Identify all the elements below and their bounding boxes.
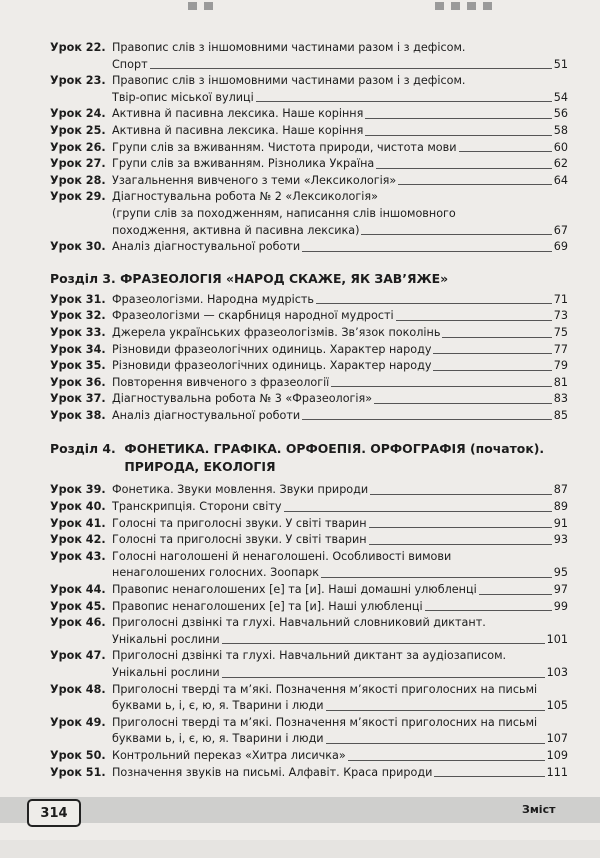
toc-list-phonetics [50, 482, 568, 781]
toc-entry-line [50, 516, 568, 533]
lesson-body [112, 375, 568, 392]
lesson-title: Твір-опис міської вулиці [112, 90, 254, 104]
lesson-title: Приголосні дзвінкі та глухі. Навчальний диктант за аудіозаписом. [112, 649, 507, 663]
lesson-number: Урок 38. [50, 408, 106, 422]
lesson-title: Фразеологізми. Народна мудрість [112, 292, 314, 306]
toc-entry-line [50, 189, 568, 206]
lesson-body [112, 632, 568, 649]
lesson-body [112, 156, 568, 173]
lesson-number: Урок 27. [50, 157, 106, 171]
page-ref: 109 [546, 748, 568, 762]
toc-entry-line [50, 632, 568, 649]
toc-entry-line [50, 765, 568, 782]
toc-list-phraseology [50, 292, 568, 425]
section-4-title-line2: ПРИРОДА, ЕКОЛОГІЯ [124, 459, 276, 475]
lesson-body [112, 765, 568, 782]
toc-entry-line [50, 73, 568, 90]
lesson-number: Урок 48. [50, 682, 106, 696]
section-3-title: ФРАЗЕОЛОГІЯ «НАРОД СКАЖЕ, ЯК ЗАВ’ЯЖЕ» [120, 270, 449, 286]
lesson-body [112, 189, 568, 206]
table-of-contents [50, 40, 568, 781]
lesson-body [112, 140, 568, 157]
toc-entry-line [50, 731, 568, 748]
toc-entry-line [50, 408, 568, 425]
lesson-body [112, 292, 568, 309]
page-ref: 51 [553, 57, 568, 71]
lesson-number: Урок 36. [50, 375, 106, 389]
lesson-body [112, 715, 568, 732]
lesson-body [112, 698, 568, 715]
page-ref: 105 [546, 699, 568, 713]
toc-entry-line [50, 206, 568, 223]
toc-entry-line [50, 173, 568, 190]
lesson-title: Різновиди фразеологічних одиниць. Характер народу [112, 359, 432, 373]
lesson-number: Урок 25. [50, 123, 106, 137]
toc-entry-line [50, 615, 568, 632]
lesson-body [112, 408, 568, 425]
leader-line [376, 168, 551, 169]
lesson-title: Приголосні дзвінкі та глухі. Навчальний словниковий диктант. [112, 616, 486, 630]
lesson-title: Фонетика. Звуки мовлення. Звуки природи [112, 483, 369, 497]
lesson-number: Урок 51. [50, 765, 106, 779]
lesson-body [112, 206, 568, 223]
leader-line [316, 303, 552, 304]
toc-entry-line [50, 292, 568, 309]
lesson-title: Діагностувальна робота № 3 «Фразеологія» [112, 392, 373, 406]
lesson-body [112, 173, 568, 190]
lesson-title: Діагностувальна робота № 2 «Лексикологія» [112, 190, 378, 204]
toc-entry-line [50, 698, 568, 715]
toc-entry-line [50, 223, 568, 240]
toc-entry-line [50, 391, 568, 408]
lesson-title: Правопис слів з іншомовними частинами разом і з дефісом. [112, 41, 466, 54]
page-ref: 87 [553, 483, 568, 497]
lesson-title: Спорт [112, 57, 148, 71]
page-ref: 77 [553, 342, 568, 356]
lesson-body [112, 532, 568, 549]
toc-entry-line [50, 682, 568, 699]
lesson-title: Правопис ненаголошених [е] та [и]. Наші домашні улюбленці [112, 583, 477, 597]
leader-line [284, 511, 552, 512]
lesson-number: Урок 44. [50, 583, 106, 597]
page-ref: 75 [553, 325, 568, 339]
toc-entry-line [50, 715, 568, 732]
leader-line [442, 337, 551, 338]
leader-line [321, 577, 552, 578]
footer-section-label: Зміст [522, 803, 556, 816]
lesson-number: Урок 46. [50, 616, 106, 630]
leader-line [150, 68, 552, 69]
leader-line [222, 677, 545, 678]
lesson-number: Урок 43. [50, 549, 106, 563]
page-ref: 83 [553, 392, 568, 406]
lesson-number: Урок 50. [50, 748, 106, 762]
toc-entry-line [50, 325, 568, 342]
lesson-title: Голосні та приголосні звуки. У світі тварин [112, 533, 367, 547]
page-number: 314 [27, 799, 81, 827]
page-bottom-edge [0, 840, 600, 858]
lesson-body [112, 223, 568, 240]
toc-entry-line [50, 123, 568, 140]
toc-entry-line [50, 582, 568, 599]
page-ref: 58 [553, 123, 568, 137]
lesson-title: Активна й пасивна лексика. Наше коріння [112, 107, 364, 121]
lesson-body [112, 73, 568, 90]
lesson-title: буквами ь, і, є, ю, я. Тварини і люди [112, 732, 324, 746]
page-ref: 62 [553, 157, 568, 171]
page-ref: 71 [553, 292, 568, 306]
lesson-title: походження, активна й пасивна лексика) [112, 223, 360, 237]
lesson-body [112, 308, 568, 325]
lesson-title: Позначення звуків на письмі. Алфавіт. Краса природи [112, 765, 433, 779]
leader-line [434, 776, 544, 777]
page-ref: 95 [553, 566, 568, 580]
page-ref: 69 [553, 240, 568, 254]
lesson-body [112, 599, 568, 616]
lesson-body [112, 106, 568, 123]
leader-line [374, 403, 552, 404]
page-ref: 103 [546, 666, 568, 679]
page-ref: 101 [546, 632, 568, 646]
section-4-label: Розділ 4. [50, 441, 116, 457]
lesson-body [112, 123, 568, 140]
lesson-body [112, 615, 568, 632]
page-ref: 91 [553, 516, 568, 530]
leader-line [369, 544, 552, 545]
toc-entry-line [50, 57, 568, 74]
lesson-title: Правопис ненаголошених [е] та [и]. Наші улюбленці [112, 599, 423, 613]
lesson-body [112, 40, 568, 57]
leader-line [361, 234, 551, 235]
lesson-title: Приголосні тверді та м’які. Позначення м’якості приголосних на письмі [112, 682, 538, 696]
lesson-number: Урок 29. [50, 190, 106, 204]
lesson-title: Узагальнення вивченого з теми «Лексикологія» [112, 173, 397, 187]
leader-line [433, 370, 551, 371]
leader-line [256, 101, 552, 102]
lesson-number: Урок 41. [50, 516, 106, 530]
toc-entry-line [50, 482, 568, 499]
toc-entry-line [50, 748, 568, 765]
toc-entry-line [50, 308, 568, 325]
lesson-number: Урок 39. [50, 483, 106, 497]
lesson-body [112, 499, 568, 516]
lesson-body [112, 665, 568, 682]
leader-line [398, 184, 552, 185]
lesson-title: Унікальні рослини [112, 632, 220, 646]
lesson-title: Контрольний переказ «Хитра лисичка» [112, 748, 346, 762]
lesson-title: Приголосні тверді та м’які. Позначення м’якості приголосних на письмі [112, 715, 538, 729]
section-4-heading [50, 440, 568, 476]
leader-line [326, 743, 545, 744]
lesson-body [112, 342, 568, 359]
lesson-title: ненаголошених голосних. Зоопарк [112, 566, 320, 580]
leader-line [302, 419, 552, 420]
lesson-number: Урок 33. [50, 325, 106, 339]
page-ref: 56 [553, 107, 568, 121]
lesson-title: Унікальні рослини [112, 666, 220, 679]
lesson-body [112, 565, 568, 582]
lesson-title: Фразеологізми — скарбниця народної мудрості [112, 309, 394, 323]
top-print-marks [0, 0, 600, 14]
lesson-title: (групи слів за походженням, написання слів іншомовного [112, 206, 456, 220]
lesson-title: Аналіз діагностувальної роботи [112, 240, 301, 254]
lesson-number: Урок 49. [50, 715, 106, 729]
toc-entry-line [50, 565, 568, 582]
toc-entry-line [50, 499, 568, 516]
lesson-title: буквами ь, і, є, ю, я. Тварини і люди [112, 699, 324, 713]
toc-entry-line [50, 106, 568, 123]
page-ref: 79 [553, 359, 568, 373]
lesson-body [112, 57, 568, 74]
lesson-number: Урок 45. [50, 599, 106, 613]
toc-entry-line [50, 358, 568, 375]
page-ref: 107 [546, 732, 568, 746]
leader-line [326, 710, 545, 711]
lesson-body [112, 748, 568, 765]
toc-entry-line [50, 532, 568, 549]
lesson-number: Урок 42. [50, 533, 106, 547]
section-3-heading [50, 270, 568, 288]
lesson-body [112, 239, 568, 256]
lesson-number: Урок 47. [50, 649, 106, 663]
toc-entry-line [50, 599, 568, 616]
lesson-number: Урок 31. [50, 292, 106, 306]
lesson-number: Урок 28. [50, 173, 106, 187]
lesson-title: Джерела українських фразеологізмів. Зв’язок поколінь [112, 325, 441, 339]
lesson-number: Урок 22. [50, 41, 106, 54]
leader-line [425, 610, 552, 611]
lesson-body [112, 731, 568, 748]
lesson-title: Групи слів за вживанням. Чистота природи, чистота мови [112, 140, 457, 154]
toc-entry-line [50, 140, 568, 157]
toc-entry-line [50, 549, 568, 566]
section-4-title-line1: ФОНЕТИКА. ГРАФІКА. ОРФОЕПІЯ. ОРФОГРАФІЯ (початок). [124, 441, 545, 457]
footer-bar [0, 797, 600, 823]
lesson-number: Урок 40. [50, 500, 106, 514]
toc-entry-line [50, 665, 568, 682]
lesson-number: Урок 34. [50, 342, 106, 356]
page-ref: 85 [553, 408, 568, 422]
page-ref: 67 [553, 223, 568, 237]
lesson-body [112, 549, 568, 566]
leader-line [302, 251, 552, 252]
lesson-body [112, 582, 568, 599]
toc-entry-line [50, 156, 568, 173]
page-ref: 81 [553, 375, 568, 389]
lesson-body [112, 648, 568, 665]
leader-line [459, 151, 552, 152]
lesson-number: Урок 30. [50, 240, 106, 254]
lesson-number: Урок 35. [50, 359, 106, 373]
leader-line [396, 320, 552, 321]
lesson-title: Різновиди фразеологічних одиниць. Характер народу [112, 342, 432, 356]
lesson-number: Урок 32. [50, 309, 106, 323]
leader-line [369, 527, 552, 528]
page-ref: 89 [553, 500, 568, 514]
lesson-body [112, 90, 568, 107]
toc-list-lexicology [50, 40, 568, 256]
leader-line [479, 594, 552, 595]
page-ref: 97 [553, 583, 568, 597]
lesson-body [112, 682, 568, 699]
page-ref: 64 [553, 173, 568, 187]
lesson-body [112, 358, 568, 375]
lesson-number: Урок 23. [50, 74, 106, 88]
page-ref: 73 [553, 309, 568, 323]
page-ref: 99 [553, 599, 568, 613]
page-ref: 54 [553, 90, 568, 104]
page-ref: 93 [553, 533, 568, 547]
leader-line [331, 386, 551, 387]
lesson-number: Урок 24. [50, 107, 106, 121]
leader-line [348, 760, 545, 761]
lesson-number: Урок 26. [50, 140, 106, 154]
lesson-title: Групи слів за вживанням. Різнолика Україна [112, 157, 375, 171]
toc-entry-line [50, 40, 568, 57]
lesson-title: Транскрипція. Сторони світу [112, 500, 282, 514]
lesson-title: Голосні та приголосні звуки. У світі тварин [112, 516, 367, 530]
toc-entry-line [50, 90, 568, 107]
toc-entry-line [50, 239, 568, 256]
lesson-title: Аналіз діагностувальної роботи [112, 408, 301, 422]
lesson-title: Активна й пасивна лексика. Наше коріння [112, 123, 364, 137]
lesson-body [112, 325, 568, 342]
lesson-body [112, 482, 568, 499]
leader-line [433, 353, 551, 354]
lesson-body [112, 516, 568, 533]
lesson-body [112, 391, 568, 408]
leader-line [370, 494, 552, 495]
page-ref: 60 [553, 140, 568, 154]
section-3-label: Розділ 3. [50, 270, 116, 286]
toc-entry-line [50, 648, 568, 665]
lesson-title: Правопис слів з іншомовними частинами разом і з дефісом. [112, 74, 466, 88]
leader-line [222, 643, 545, 644]
page-ref: 111 [546, 765, 568, 779]
toc-entry-line [50, 375, 568, 392]
leader-line [365, 118, 551, 119]
toc-entry-line [50, 342, 568, 359]
lesson-number: Урок 37. [50, 392, 106, 406]
leader-line [365, 135, 551, 136]
lesson-title: Повторення вивченого з фразеології [112, 375, 330, 389]
lesson-title: Голосні наголошені й ненаголошені. Особливості вимови [112, 549, 452, 563]
